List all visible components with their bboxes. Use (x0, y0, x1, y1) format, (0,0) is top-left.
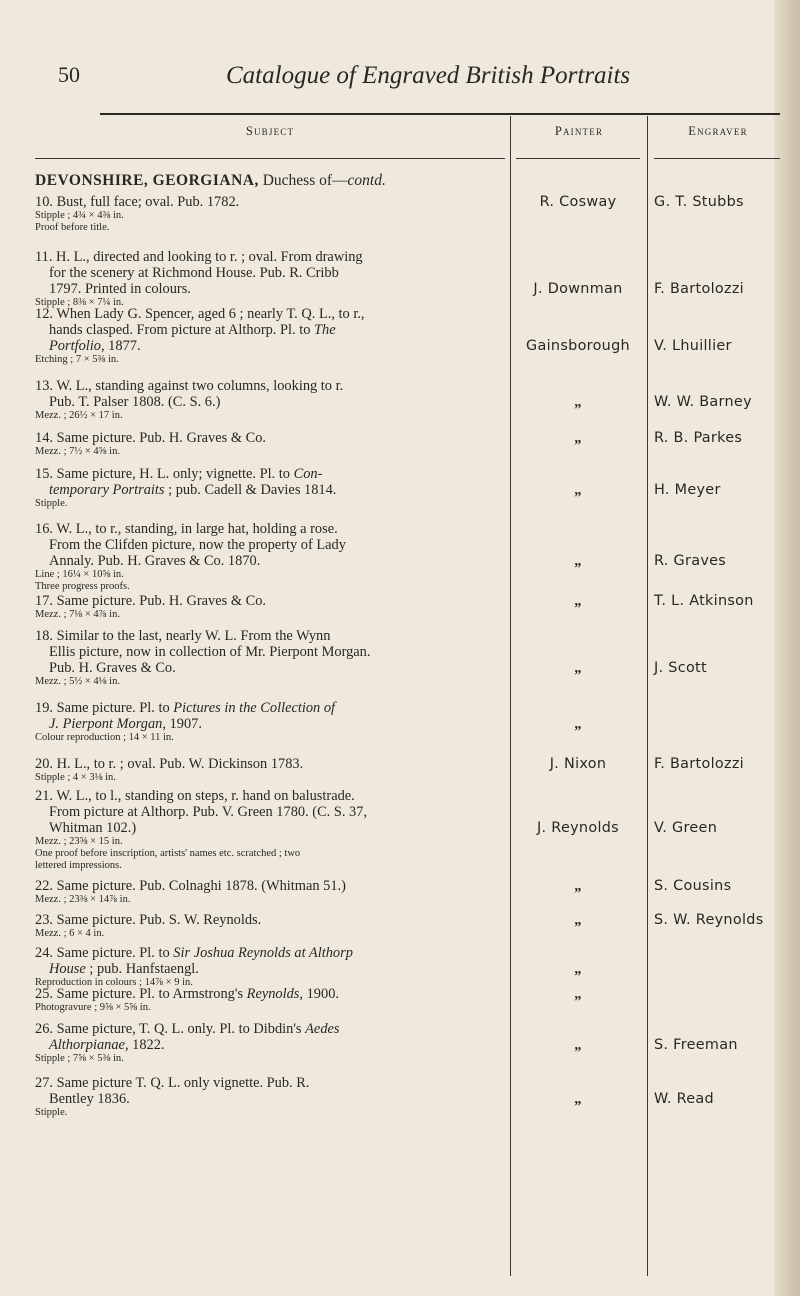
entry-description-line: 20. H. L., to r. ; oval. Pub. W. Dickinson 1783. (35, 756, 304, 772)
painter-cell: J. Downman (533, 281, 623, 297)
engraver-cell: R. Graves (654, 553, 727, 569)
entry-description-line: Pub. H. Graves & Co. (49, 660, 176, 676)
entry-medium-dimensions: Mezz. ; 7½ × 4⅝ in. (35, 446, 120, 457)
entry-description-line: for the scenery at Richmond House. Pub. R. Cribb (49, 265, 339, 281)
painter-cell: „ (574, 1037, 582, 1053)
engraver-cell: V. Green (654, 820, 718, 836)
section-title (35, 172, 386, 190)
entry-description-line: From the Clifden picture, now the property of Lady (49, 537, 346, 553)
painter-cell: J. Nixon (549, 756, 607, 772)
painter-cell: „ (574, 482, 582, 498)
entry-description-line: 14. Same picture. Pub. H. Graves & Co. (35, 430, 267, 446)
entry-medium-dimensions: Mezz. ; 7⅛ × 4⅞ in. (35, 609, 120, 620)
engraver-cell: V. Lhuillier (654, 338, 732, 354)
engraver-cell: W. Read (654, 1091, 714, 1107)
entry-description-line: Bentley 1836. (49, 1091, 130, 1107)
column-header-painter: Painter (554, 124, 604, 138)
entry-description-line: House ; pub. Hanfstaengl. (49, 961, 199, 977)
entry-description-line: 27. Same picture T. Q. L. only vignette. Pub. R. (35, 1075, 310, 1091)
engraver-cell: F. Bartolozzi (654, 281, 744, 297)
catalogue-entry (35, 306, 505, 366)
entry-description-line: 17. Same picture. Pub. H. Graves & Co. (35, 593, 267, 609)
column-divider (510, 116, 511, 1276)
entry-description-line: From picture at Althorp. Pub. V. Green 1780. (C. S. 37, (49, 804, 368, 820)
painter-cell: „ (574, 1091, 582, 1107)
painter-cell: „ (574, 912, 582, 928)
engraver-cell: F. Bartolozzi (654, 756, 744, 772)
catalogue-entry (35, 1021, 505, 1065)
entry-medium-dimensions: Stipple ; 8⅜ × 7¼ in. (35, 297, 124, 308)
header-rule (654, 158, 780, 159)
engraver-cell: S. W. Reynolds (654, 912, 764, 928)
entry-description-line: 25. Same picture. Pl. to Armstrong's Reynolds, 1900. (35, 986, 339, 1002)
engraver-cell: R. B. Parkes (654, 430, 743, 446)
entry-description-line: hands clasped. From picture at Althorp. Pl. to The (49, 322, 336, 338)
entry-description-line: Ellis picture, now in collection of Mr. Pierpont Morgan. (49, 644, 371, 660)
entry-description-line: 1797. Printed in colours. (49, 281, 191, 297)
entry-description-line: 19. Same picture. Pl. to Pictures in the Collection of (35, 700, 336, 716)
entry-medium-dimensions: Colour reproduction ; 14 × 11 in. (35, 732, 174, 743)
painter-cell: „ (574, 394, 582, 410)
entry-description-line: 21. W. L., to l., standing on steps, r. hand on balustrade. (35, 788, 355, 804)
entry-description-line: Pub. T. Palser 1808. (C. S. 6.) (49, 394, 221, 410)
engraver-cell: H. Meyer (654, 482, 721, 498)
header-rule (516, 158, 640, 159)
catalogue-entry (35, 249, 505, 309)
entry-medium-dimensions: Mezz. ; 23⅝ × 15 in. (35, 836, 123, 847)
entry-medium-dimensions: Stipple ; 7⅝ × 5⅜ in. (35, 1053, 124, 1064)
catalogue-entry (35, 878, 505, 906)
entry-medium-dimensions: lettered impressions. (35, 860, 122, 871)
painter-cell: „ (574, 430, 582, 446)
engraver-cell: T. L. Atkinson (654, 593, 754, 609)
catalogue-entry (35, 912, 505, 940)
section-contd: contd. (347, 172, 386, 189)
entry-description-line: 24. Same picture. Pl. to Sir Joshua Reynolds at Althorp (35, 945, 353, 961)
entry-medium-dimensions: Mezz. ; 26½ × 17 in. (35, 410, 123, 421)
entry-medium-dimensions: Line ; 16¼ × 10⅝ in. (35, 569, 124, 580)
top-rule (100, 113, 780, 115)
catalogue-entry (35, 945, 505, 989)
catalogue-entry (35, 788, 505, 872)
section-name: DEVONSHIRE, GEORGIANA, (35, 172, 259, 189)
entry-description-line: 23. Same picture. Pub. S. W. Reynolds. (35, 912, 262, 928)
entry-description-line: 13. W. L., standing against two columns, looking to r. (35, 378, 344, 394)
column-header-subject: Subject (245, 124, 295, 138)
entry-medium-dimensions: Mezz. ; 5½ × 4⅛ in. (35, 676, 120, 687)
entry-description-line: 11. H. L., directed and looking to r. ; oval. From drawing (35, 249, 363, 265)
entry-medium-dimensions: Stipple. (35, 498, 68, 509)
entry-medium-dimensions: Etching ; 7 × 5⅜ in. (35, 354, 119, 365)
catalogue-entry (35, 194, 505, 234)
entry-description-line: 18. Similar to the last, nearly W. L. From the Wynn (35, 628, 331, 644)
entry-medium-dimensions: Stipple. (35, 1107, 68, 1118)
catalogue-entry (35, 378, 505, 422)
painter-cell: „ (574, 716, 582, 732)
entry-description-line: 26. Same picture, T. Q. L. only. Pl. to Dibdin's Aedes (35, 1021, 340, 1037)
entry-description-line: 12. When Lady G. Spencer, aged 6 ; nearly T. Q. L., to r., (35, 306, 365, 322)
entry-description-line: 16. W. L., to r., standing, in large hat, holding a rose. (35, 521, 338, 537)
painter-cell: „ (574, 986, 582, 1002)
column-divider (647, 116, 648, 1276)
painter-cell: Gainsborough (526, 338, 630, 354)
header-rule (35, 158, 505, 159)
painter-cell: „ (574, 553, 582, 569)
entry-medium-dimensions: Stipple ; 4¾ × 4⅜ in. (35, 210, 124, 221)
engraver-cell: S. Cousins (654, 878, 732, 894)
entry-medium-dimensions: Mezz. ; 6 × 4 in. (35, 928, 105, 939)
entry-medium-dimensions: Reproduction in colours ; 14⅞ × 9 in. (35, 977, 193, 988)
entry-medium-dimensions: Mezz. ; 23⅜ × 14⅞ in. (35, 894, 131, 905)
painter-cell: „ (574, 660, 582, 676)
entry-medium-dimensions: Proof before title. (35, 222, 110, 233)
catalogue-entry (35, 756, 505, 784)
entry-description-line: temporary Portraits ; pub. Cadell & Davies 1814. (49, 482, 337, 498)
engraver-cell: J. Scott (654, 660, 707, 676)
painter-cell: J. Reynolds (537, 820, 619, 836)
entry-medium-dimensions: Three progress proofs. (35, 581, 130, 592)
catalogue-entry (35, 700, 505, 744)
entry-medium-dimensions: One proof before inscription, artists' names etc. scratched ; two (35, 848, 301, 859)
entry-description-line: J. Pierpont Morgan, 1907. (49, 716, 202, 732)
entry-description-line: Portfolio, 1877. (49, 338, 141, 354)
engraver-cell: S. Freeman (654, 1037, 738, 1053)
catalogue-entry (35, 1075, 505, 1119)
entry-description-line: 15. Same picture, H. L. only; vignette. Pl. to Con- (35, 466, 323, 482)
catalogue-entry (35, 593, 505, 621)
catalogue-entry (35, 430, 505, 458)
catalogue-entry (35, 628, 505, 688)
entry-description-line: 22. Same picture. Pub. Colnaghi 1878. (Whitman 51.) (35, 878, 346, 894)
catalogue-entry (35, 466, 505, 510)
entry-description-line: Whitman 102.) (49, 820, 137, 836)
column-header-engraver: Engraver (688, 124, 748, 138)
painter-cell: „ (574, 961, 582, 977)
catalogue-entry (35, 986, 505, 1014)
engraver-cell: G. T. Stubbs (654, 194, 744, 210)
painter-cell: „ (574, 878, 582, 894)
entry-description-line: 10. Bust, full face; oval. Pub. 1782. (35, 194, 240, 210)
entry-description-line: Annaly. Pub. H. Graves & Co. 1870. (49, 553, 261, 569)
entry-description-line: Althorpianae, 1822. (49, 1037, 165, 1053)
catalogue-entry (35, 521, 505, 593)
section-rest: Duchess of— (258, 172, 348, 189)
running-title: Catalogue of Engraved British Portraits (226, 62, 631, 89)
engraver-cell: W. W. Barney (654, 394, 752, 410)
painter-cell: R. Cosway (539, 194, 617, 210)
page-number: 50 (58, 62, 80, 87)
entry-medium-dimensions: Photogravure ; 9⅝ × 5⅝ in. (35, 1002, 151, 1013)
painter-cell: „ (574, 593, 582, 609)
entry-medium-dimensions: Stipple ; 4 × 3⅛ in. (35, 772, 116, 783)
